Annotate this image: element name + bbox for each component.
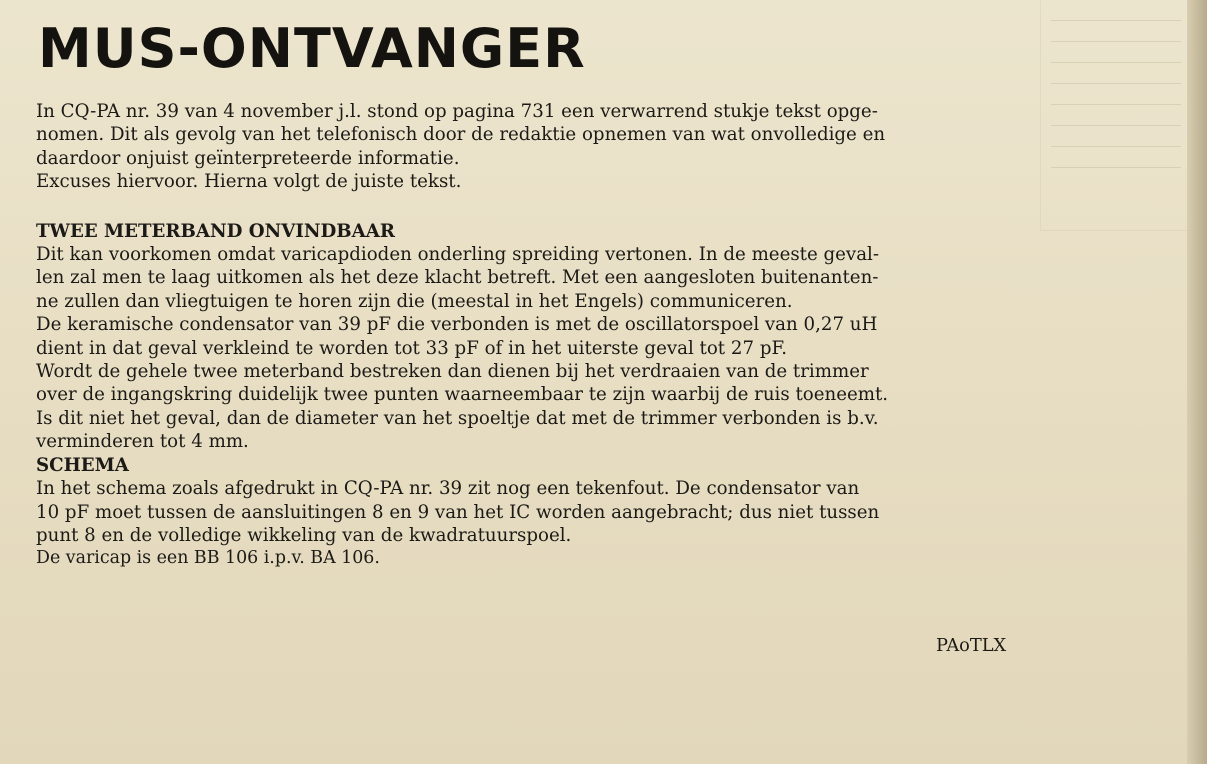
article bbox=[36, 18, 1066, 571]
body-line: 10 pF moet tussen de aansluitingen 8 en 9 van het IC worden aangebracht; dus niet tussen bbox=[36, 501, 880, 523]
section-paragraph-twee-meterband bbox=[36, 243, 1066, 454]
body-line: In het schema zoals afgedrukt in CQ-PA nr. 39 zit nog een tekenfout. De condensator van bbox=[36, 478, 860, 500]
author-signature: PAoTLX bbox=[936, 635, 1007, 656]
article-title: MUS-ONTVANGER bbox=[38, 17, 586, 80]
section-heading-twee-meterband: TWEE METERBAND ONVINDBAAR bbox=[36, 220, 395, 242]
body-line: verminderen tot 4 mm. bbox=[36, 431, 249, 453]
body-line: dient in dat geval verkleind te worden tot 33 pF of in het uiterste geval tot 27 pF. bbox=[36, 337, 788, 359]
body-line: Is dit niet het geval, dan de diameter van het spoeltje dat met de trimmer verbonden is b.v. bbox=[36, 407, 879, 429]
body-line: Wordt de gehele twee meterband bestreken dan dienen bij het verdraaien van de trimmer bbox=[36, 361, 869, 383]
body-line: len zal men te laag uitkomen als het deze klacht betreft. Met een aangesloten buitenanten- bbox=[36, 267, 879, 289]
body-line: over de ingangskring duidelijk twee punten waarneembaar te zijn waarbij de ruis toeneemt. bbox=[36, 384, 889, 406]
body-line: punt 8 en de volledige wikkeling van de kwadratuurspoel. bbox=[36, 524, 572, 546]
body-line: ne zullen dan vliegtuigen te horen zijn die (meestal in het Engels) communiceren. bbox=[36, 290, 793, 312]
section-paragraph-schema bbox=[36, 477, 1066, 571]
intro-line: In CQ-PA nr. 39 van 4 november j.l. stond op pagina 731 een verwarrend stukje tekst opge- bbox=[36, 101, 878, 122]
body-line: De keramische condensator van 39 pF die verbonden is met de oscillatorspoel van 0,27 uH bbox=[36, 314, 878, 336]
intro-line: Excuses hiervoor. Hierna volgt de juiste tekst. bbox=[36, 171, 462, 193]
section-heading-schema: SCHEMA bbox=[36, 454, 129, 476]
intro-paragraph bbox=[36, 100, 1056, 194]
page-edge-shadow bbox=[1187, 0, 1207, 764]
intro-line: daardoor onjuist geïnterpreteerde informatie. bbox=[36, 147, 460, 169]
intro-line: nomen. Dit als gevolg van het telefonisch door de redaktie opnemen van wat onvolledige en bbox=[36, 124, 886, 146]
body-line: Dit kan voorkomen omdat varicapdioden onderling spreiding vertonen. In de meeste geval- bbox=[36, 244, 880, 266]
body-line: De varicap is een BB 106 i.p.v. BA 106. bbox=[36, 548, 380, 569]
